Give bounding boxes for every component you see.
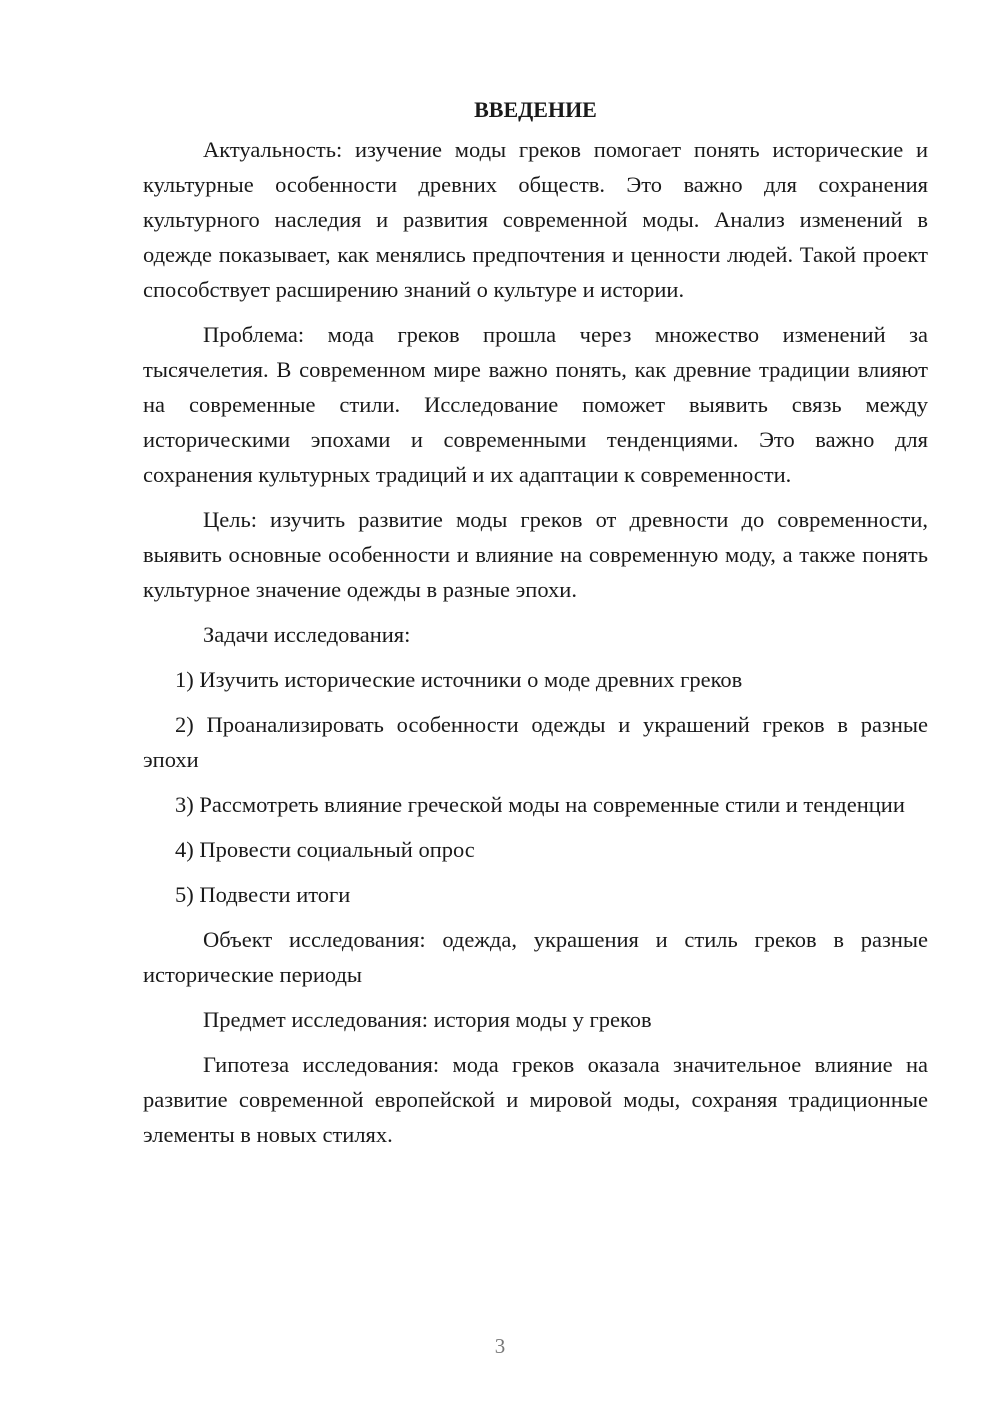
list-item: 1) Изучить исторические источники о моде древних греков [175,667,743,692]
page-number: 3 [494,1334,506,1358]
paragraph-hypothesis: Гипотеза исследования: мода греков оказала значительное влияние на развитие современной европейской и мировой моды, сохраняя традиционные элементы в новых стилях. [143,1052,928,1147]
list-item: 4) Провести социальный опрос [175,837,475,862]
paragraph-relevance: Актуальность: изучение моды греков помогает понять исторические и культурные особенности древних обществ. Это важно для сохранения культурного наследия и развития современной моды. Анализ изменений в одежде показывает, как менялись предпочтения и ценности людей. Такой проект способствует расширению знаний о культуре и истории. [143,137,928,302]
paragraph-subject: Предмет исследования: история моды у греков [203,1007,652,1032]
paragraph-problem: Проблема: мода греков прошла через множество изменений за тысячелетия. В современном мире важно понять, как древние традиции влияют на современные стили. Исследование поможет выявить связь между историческими эпохами и современными тенденциями. Это важно для сохранения культурных традиций и их адаптации к современности. [143,322,928,487]
tasks-heading: Задачи исследования: [203,622,411,647]
tasks-list [143,662,928,912]
page-title: ВВЕДЕНИЕ [474,97,597,122]
list-item: 3) Рассмотреть влияние греческой моды на современные стили и тенденции [175,792,905,817]
list-item: 2) Проанализировать особенности одежды и украшений греков в разные эпохи [143,712,928,772]
document-page [143,92,928,1152]
paragraph-goal: Цель: изучить развитие моды греков от древности до современности, выявить основные особенности и влияние на современную моду, а также понять культурное значение одежды в разные эпохи. [143,507,928,602]
list-item: 5) Подвести итоги [175,882,351,907]
paragraph-object: Объект исследования: одежда, украшения и стиль греков в разные исторические периоды [143,927,928,987]
